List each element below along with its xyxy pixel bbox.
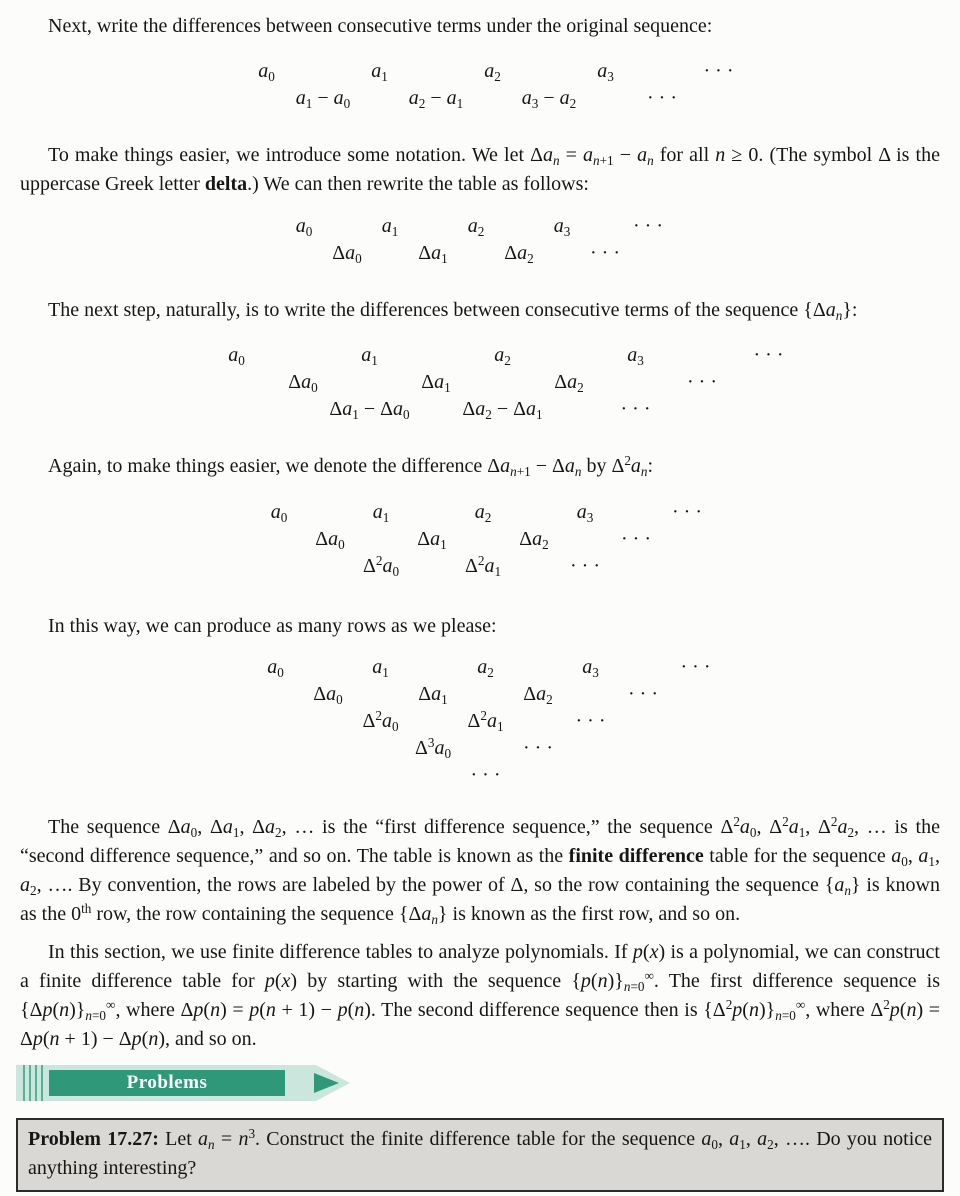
difference-table-cell: · · · — [633, 215, 663, 237]
difference-table-cell: $a_3$ — [582, 656, 599, 680]
difference-table-cell: · · · — [703, 60, 734, 82]
difference-table-cell: $\Delta a_1$ — [418, 683, 448, 707]
difference-table-cell: $a_0$ — [228, 344, 245, 368]
difference-table-row — [0, 240, 960, 267]
difference-table-cell: · · · — [680, 656, 711, 678]
difference-table-cell: $a_1$ — [371, 60, 388, 84]
difference-table-cell: $a_2$ — [467, 215, 485, 239]
paragraph-delta-squared: Again, to make things easier, we denote the difference $\Delta a_{n+1} - \Delta a_n$ by $\Delta^2a_n$: — [48, 452, 654, 479]
difference-table-cell: · · · — [621, 528, 651, 550]
difference-table-cell: $a_1 - a_0$ — [295, 87, 351, 111]
difference-table-row — [0, 526, 960, 553]
difference-table-cell: $\Delta a_2 - \Delta a_1$ — [462, 398, 543, 422]
difference-table-cell: $a_1$ — [372, 501, 390, 525]
difference-table-cell: $a_3$ — [553, 215, 571, 239]
difference-table-cell: $\Delta a_1$ — [421, 371, 451, 395]
difference-table-row — [0, 553, 960, 580]
difference-table-delta — [0, 213, 960, 267]
difference-table-cell: $a_3$ — [597, 60, 614, 84]
difference-table-cell: · · · — [575, 710, 606, 732]
difference-table-full — [0, 654, 960, 789]
difference-table-cell: $a_2$ — [494, 344, 511, 368]
problems-banner — [16, 1062, 352, 1104]
difference-table-row — [0, 396, 960, 423]
difference-table-cell: $\Delta a_1 - \Delta a_0$ — [329, 398, 410, 422]
difference-table-delta-squared — [0, 499, 960, 580]
difference-table-cell: $a_3 - a_2$ — [521, 87, 577, 111]
difference-table-cell: · · · — [620, 398, 651, 420]
difference-table-cell: $\Delta a_2$ — [504, 242, 534, 266]
difference-table-cell: · · · — [470, 764, 501, 786]
difference-table-cell: · · · — [628, 683, 658, 705]
difference-table-cell: $a_0$ — [295, 215, 313, 239]
difference-table-cell: · · · — [672, 501, 702, 523]
difference-table-cell: $\Delta a_0$ — [288, 371, 318, 395]
difference-table-cell: $\Delta a_2$ — [523, 683, 553, 707]
difference-table-cell: $a_2 - a_1$ — [408, 87, 464, 111]
difference-table-cell: $a_3$ — [627, 344, 644, 368]
difference-table-cell: $a_1$ — [381, 215, 399, 239]
difference-table-cell: $\Delta^2a_0$ — [362, 552, 400, 579]
difference-table-row — [0, 85, 960, 112]
difference-table-row — [0, 213, 960, 240]
difference-table-cell: $\Delta a_0$ — [313, 683, 343, 707]
difference-table-second-raw — [0, 342, 960, 423]
difference-table-cell: $a_0$ — [267, 656, 284, 680]
difference-table-cell: $a_0$ — [258, 60, 275, 84]
problems-banner-band — [49, 1070, 285, 1096]
difference-table-row — [0, 654, 960, 681]
difference-table-cell: $\Delta^2a_0$ — [362, 707, 399, 734]
paragraph-intro-differences: Next, write the differences between consecutive terms under the original sequence: — [48, 15, 713, 37]
difference-table-cell: $\Delta a_1$ — [417, 528, 447, 552]
pencil-stripes — [23, 1065, 43, 1101]
difference-table-cell: $\Delta a_2$ — [554, 371, 584, 395]
difference-table-cell: · · · — [687, 371, 717, 393]
difference-table-cell: $\Delta a_0$ — [332, 242, 362, 266]
difference-table-cell: $a_2$ — [484, 60, 501, 84]
difference-table-row — [0, 708, 960, 735]
difference-table-row — [0, 681, 960, 708]
difference-table-cell: $\Delta^2a_1$ — [464, 552, 502, 579]
difference-table-cell: · · · — [753, 344, 784, 366]
difference-table-cell: $a_1$ — [372, 656, 389, 680]
difference-table-cell: $\Delta a_0$ — [315, 528, 345, 552]
pencil-tip-icon — [314, 1073, 339, 1093]
difference-table-cell: · · · — [647, 87, 677, 109]
difference-table-cell: $\Delta a_1$ — [418, 242, 448, 266]
difference-table-cell: · · · — [523, 737, 553, 759]
paragraph-next-step: The next step, naturally, is to write the differences between consecutive terms of the sequence $\{\Delta a_n\}$: — [48, 299, 858, 323]
difference-table-cell: $a_3$ — [576, 501, 594, 525]
difference-table-row — [0, 499, 960, 526]
difference-table-cell: · · · — [590, 242, 620, 264]
problem-text: Problem 17.27: Let $a_n = n^3$. Construct the finite difference table for the sequence $a_0$, $a_1$, $a_2$, …. Do you notice anything interesting? — [28, 1125, 933, 1179]
difference-table-row — [0, 58, 960, 85]
problems-banner-label: Problems — [126, 1072, 208, 1093]
difference-table-row — [0, 342, 960, 369]
paragraph-finite-difference-definition: The sequence $\Delta a_0$, $\Delta a_1$, $\Delta a_2$, … is the “first difference sequence,” the sequence $\Delta^2a_0$, $\Delta^2a_1$, $\Delta^2a_2$, … is the “second difference sequence,” and so on. The table is known as the finite difference table for the sequence $a_0$, $a_1$, $a_2$, …. By convention, the rows are labeled by the power of Δ, so the row containing the sequence $\{a_n\}$ is known as the 0th row, the row containing the sequence $\{\Delta a_n\}$ is known as the first row, and so on. — [20, 813, 940, 927]
difference-table-cell: $a_1$ — [361, 344, 378, 368]
difference-table-row — [0, 735, 960, 762]
difference-table-row — [0, 369, 960, 396]
difference-table-cell: $a_2$ — [474, 501, 492, 525]
paragraph-polynomials: In this section, we use finite difference tables to analyze polynomials. If p(x) is a polynomial, we can construct a finite difference table for p(x) by starting with the sequence $\{p(n)\}_{n=0}^\infty$. The first difference sequence is $\{\Delta p(n)\}_{n=0}^\infty$, where Δp(n) = p(n + 1) − p(n). The second difference sequence then is $\{\Delta^2p(n)\}_{n=0}^\infty$, where $\Delta^2p(n) = \Delta p(n + 1) - \Delta p(n)$, and so on. — [20, 941, 941, 1050]
difference-table-cell: · · · — [570, 555, 600, 577]
difference-table-raw — [0, 58, 960, 112]
difference-table-cell: $a_2$ — [477, 656, 494, 680]
difference-table-cell: $\Delta a_2$ — [519, 528, 549, 552]
difference-table-cell: $\Delta^3a_0$ — [414, 734, 452, 761]
difference-table-cell: $\Delta^2a_1$ — [467, 707, 504, 734]
difference-table-row — [0, 762, 960, 789]
problem-box — [16, 1118, 944, 1192]
paragraph-delta-notation: To make things easier, we introduce some notation. We let $\Delta a_n = a_{n+1} - a_n$ for all n ≥ 0. (The symbol Δ is the uppercase Greek letter delta.) We can then rewrite the table as follows: — [20, 144, 940, 195]
paragraph-many-rows: In this way, we can produce as many rows as we please: — [48, 615, 497, 637]
difference-table-cell: $a_0$ — [270, 501, 288, 525]
